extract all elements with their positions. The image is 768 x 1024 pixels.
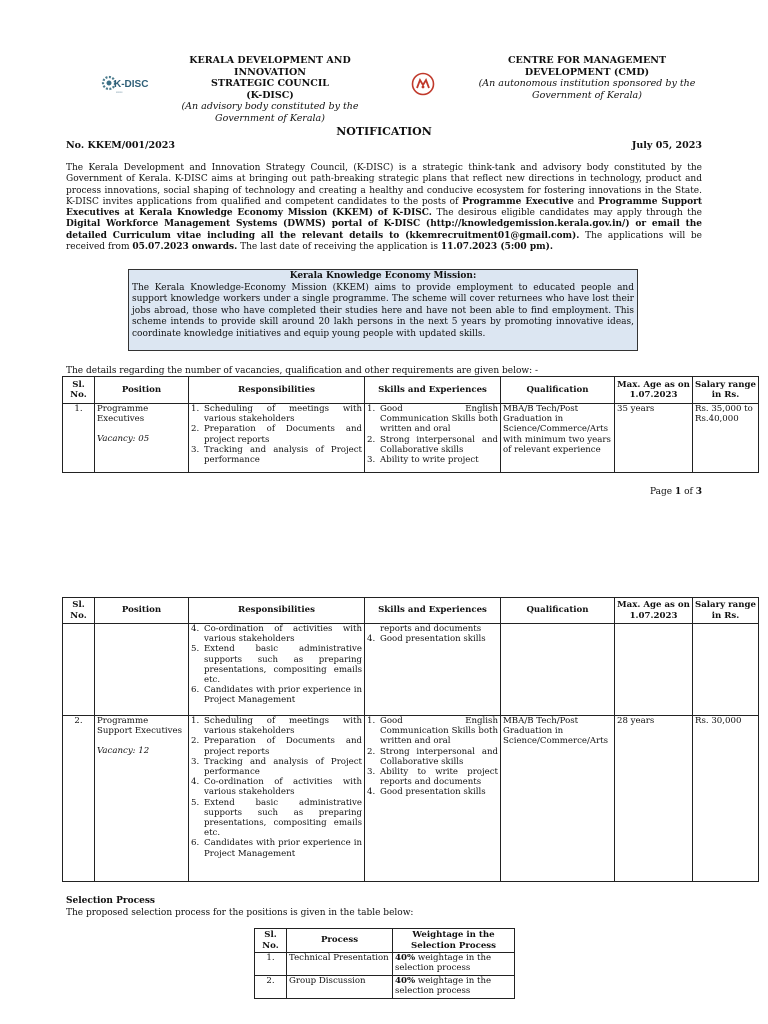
list-text: Tracking and analysis of Project performance [204, 756, 362, 778]
list-num: 3. [367, 767, 376, 778]
reference-number: No. KKEM/001/2023 [66, 140, 175, 151]
list-num: 1. [367, 716, 376, 726]
list-item [191, 798, 362, 839]
list-text: Candidates with prior experience in Project Management [204, 685, 362, 706]
list-text: Ability to write project [380, 455, 479, 466]
para-text-2: and [577, 196, 595, 207]
col-header: Responsibilities [189, 598, 365, 624]
row-age: 35 years [615, 404, 693, 473]
col-header: Process [287, 929, 393, 953]
col-header: Salary range in Rs. [693, 598, 759, 624]
list-text: Preparation of Documents and project reports [204, 424, 362, 445]
para-bold-2: Programme Support Executives at Kerala Knowledge Economy Mission (KKEM) of K-DISC. [66, 196, 702, 219]
list-num: 2. [367, 434, 376, 445]
kdisc-org-block [160, 55, 380, 124]
list-text: Extend basic administrative supports such as preparing presentations, compositing emails etc. [204, 644, 362, 686]
col-header: Sl. No. [255, 929, 287, 953]
list-item [367, 716, 498, 747]
table-row [63, 716, 759, 882]
table-row-continued [63, 624, 759, 716]
list-num: 2. [191, 424, 200, 435]
vacancy-count: Vacancy: 12 [97, 746, 150, 757]
vacancy-table [62, 376, 759, 473]
list-text: Good presentation skills [380, 787, 486, 798]
vacancy-intro: The details regarding the number of vacancies, qualification and other requirements are given below: - [66, 366, 539, 376]
weightage-text: weightage in the selection process [395, 953, 492, 974]
cmd-desc-line2: Government of Kerala) [532, 89, 642, 101]
page-number [650, 487, 702, 497]
cmd-name-line2: DEVELOPMENT (CMD) [524, 66, 650, 78]
col-header: Qualification [501, 598, 615, 624]
selection-heading: Selection Process [66, 896, 155, 906]
list-item [367, 455, 498, 465]
list-text: Candidates with prior experience in Project Management [204, 838, 362, 859]
table-row [255, 976, 515, 999]
page-current: 1 [674, 487, 682, 497]
list-item [191, 777, 362, 797]
para-text-5: The last date of receiving the application is [240, 242, 438, 253]
list-num: 5. [191, 797, 200, 808]
list-item [367, 747, 498, 767]
row-process: Technical Presentation [287, 953, 393, 976]
list-item [191, 838, 362, 858]
row-age: 28 years [615, 716, 693, 882]
col-header: Skills and Experiences [365, 377, 501, 404]
vacancy-count: Vacancy: 05 [97, 434, 150, 445]
notification-paragraph [66, 163, 702, 253]
row-salary: Rs. 30,000 [693, 716, 759, 882]
list-item [191, 736, 362, 756]
notification-date: July 05, 2023 [631, 140, 702, 151]
list-text: Co-ordination of activities with various stakeholders [204, 624, 362, 645]
list-item [191, 424, 362, 444]
table-row [255, 953, 515, 976]
list-item [191, 445, 362, 465]
row-position [95, 624, 189, 716]
list-item [191, 685, 362, 705]
list-item [191, 404, 362, 424]
list-num: 1. [191, 404, 200, 414]
row-sl: 2. [255, 976, 287, 999]
list-item [367, 624, 498, 634]
kdisc-logo [100, 68, 149, 98]
list-num: 2. [367, 746, 376, 757]
list-num: 4. [367, 787, 376, 798]
col-header: Responsibilities [189, 377, 365, 404]
col-header: Skills and Experiences [365, 598, 501, 624]
kdisc-name-line2: STRATEGIC COUNCIL [211, 78, 329, 89]
list-text: Good English Communication Skills both written and oral [380, 404, 498, 435]
row-weightage [393, 953, 515, 976]
notification-title: NOTIFICATION [336, 125, 432, 138]
list-num: 3. [191, 444, 200, 455]
list-text: Good presentation skills [380, 634, 486, 645]
weightage-pct: 40% [395, 976, 416, 986]
row-position [95, 404, 189, 473]
kdisc-name-line3: (K-DISC) [246, 89, 294, 101]
col-header: Position [95, 377, 189, 404]
list-num: 4. [191, 624, 200, 634]
row-qualification: MBA/B Tech/Post Graduation in Science/Commerce/Arts [501, 716, 615, 882]
list-num: 6. [191, 685, 200, 696]
col-header: Position [95, 598, 189, 624]
table-header-row [63, 377, 759, 404]
para-text-1: The Kerala Development and Innovation Strategy Council, (K-DISC) is a strategic think-tank and advisory body constituted by the Government of Kerala. K-DISC aims at bringing out path-breaking strategic plans that reflect new directions in technology, product and process innovations, social shaping of technology and creating a healthy and conducive ecosystem for fostering innovations in the State. K-DISC invites applications from qualified and competent candidates to the posts of [66, 163, 702, 207]
list-num: 4. [191, 777, 200, 788]
page-of: of [681, 487, 696, 497]
cmd-name-line1: CENTRE FOR MANAGEMENT [507, 55, 667, 66]
list-text: Co-ordination of activities with various stakeholders [204, 777, 362, 798]
table-header-row [63, 598, 759, 624]
svg-text:▪▪▪▪▪▪: ▪▪▪▪▪▪ [116, 90, 123, 94]
row-sl: 1. [63, 404, 95, 473]
kdisc-name-line1: KERALA DEVELOPMENT AND INNOVATION [189, 55, 351, 78]
list-text: Extend basic administrative supports such as preparing presentations, compositing emails etc. [204, 797, 362, 839]
row-skills [365, 716, 501, 882]
para-bold-5: 11.07.2023 (5:00 pm). [440, 242, 554, 253]
position-name: Programme Support Executives [97, 716, 182, 737]
kkem-info-box [128, 269, 638, 351]
list-item [367, 787, 498, 797]
row-salary [693, 624, 759, 716]
kdisc-desc-line2: Government of Kerala) [215, 112, 325, 124]
list-item [191, 624, 362, 644]
para-bold-4: 05.07.2023 onwards. [132, 242, 238, 253]
selection-table [254, 928, 515, 999]
list-text: Strong interpersonal and Collaborative skills [380, 746, 498, 767]
row-salary: Rs. 35,000 to Rs.40,000 [693, 404, 759, 473]
cmd-desc-line1: (An autonomous institution sponsored by the [478, 78, 696, 89]
page-total: 3 [695, 487, 702, 497]
vacancy-table-continued [62, 597, 759, 882]
page-label: Page [650, 487, 675, 497]
list-text: Scheduling of meetings with various stakeholders [204, 404, 362, 425]
list-item [191, 644, 362, 685]
list-text: Tracking and analysis of Project performance [204, 444, 362, 466]
list-num: 1. [191, 716, 200, 726]
list-num: 5. [191, 644, 200, 655]
list-text: reports and documents [380, 624, 482, 634]
selection-intro: The proposed selection process for the positions is given in the table below: [66, 908, 414, 918]
kkem-text: The Kerala Knowledge-Economy Mission (KKEM) aims to provide employment to educated people and support knowledge workers under a single programme. The scheme will cover returnees who have lost their jobs abroad, those who have completed their studies here and have not been able to find employment. This scheme intends to provide skill around 20 lakh persons in the next 5 years by promoting innovative ideas, coordinate knowledge initiatives and equip young people with updated skills. [132, 282, 634, 339]
row-skills [365, 624, 501, 716]
row-responsibilities [189, 716, 365, 882]
row-sl: 2. [63, 716, 95, 882]
row-skills [365, 404, 501, 473]
list-num: 2. [191, 736, 200, 747]
kdisc-desc-line1: (An advisory body constituted by the [181, 101, 359, 112]
para-bold-3: Digital Workforce Management Systems (DWMS) portal of K-DISC (http://knowledgemission.kerala.gov.in/) or email the detailed Curriculum vitae including all the relevant details to (kkemrecruitment01@gmail.com). [66, 219, 702, 241]
row-position [95, 716, 189, 882]
list-num: 1. [367, 404, 376, 414]
list-text: Ability to write project reports and documents [380, 767, 498, 788]
list-num [367, 624, 380, 634]
row-sl: 1. [255, 953, 287, 976]
row-responsibilities [189, 404, 365, 473]
list-text: Preparation of Documents and project reports [204, 736, 362, 757]
list-num: 6. [191, 838, 200, 849]
list-text: Good English Communication Skills both written and oral [380, 716, 498, 747]
col-header: Weightage in the Selection Process [393, 929, 515, 953]
kdisc-logo-text: K-DISC [114, 79, 149, 90]
list-num: 4. [367, 634, 376, 645]
row-weightage [393, 976, 515, 999]
table-row [63, 404, 759, 473]
col-header: Max. Age as on 1.07.2023 [615, 377, 693, 404]
cmd-org-block [462, 55, 712, 101]
list-item [367, 435, 498, 455]
list-item [367, 634, 498, 644]
row-qualification: MBA/B Tech/Post Graduation in Science/Commerce/Arts with minimum two years of relevant experience [501, 404, 615, 473]
list-item [191, 716, 362, 736]
list-text: Scheduling of meetings with various stakeholders [204, 716, 362, 737]
row-process: Group Discussion [287, 976, 393, 999]
list-item [367, 767, 498, 787]
table-header-row [255, 929, 515, 953]
list-item [191, 757, 362, 777]
cmd-logo [411, 72, 435, 96]
list-item [367, 404, 498, 435]
list-num: 3. [367, 455, 376, 466]
para-bold-1: Programme Executive [462, 196, 574, 207]
kkem-heading: Kerala Knowledge Economy Mission: [289, 271, 477, 281]
col-header: Qualification [501, 377, 615, 404]
list-num: 3. [191, 756, 200, 767]
weightage-text: weightage in the selection process [395, 976, 492, 997]
position-name: Programme Executives [97, 404, 149, 425]
para-text-4: The applications will be received from [66, 230, 702, 253]
col-header: Sl. No. [63, 598, 95, 624]
row-qualification [501, 624, 615, 716]
col-header: Max. Age as on 1.07.2023 [615, 598, 693, 624]
weightage-pct: 40% [395, 953, 416, 963]
col-header: Salary range in Rs. [693, 377, 759, 404]
list-text: Strong interpersonal and Collaborative skills [380, 434, 498, 455]
para-text-3: The desirous eligible candidates may apply through the [436, 208, 702, 219]
row-age [615, 624, 693, 716]
row-sl [63, 624, 95, 716]
col-header: Sl. No. [63, 377, 95, 404]
row-responsibilities [189, 624, 365, 716]
